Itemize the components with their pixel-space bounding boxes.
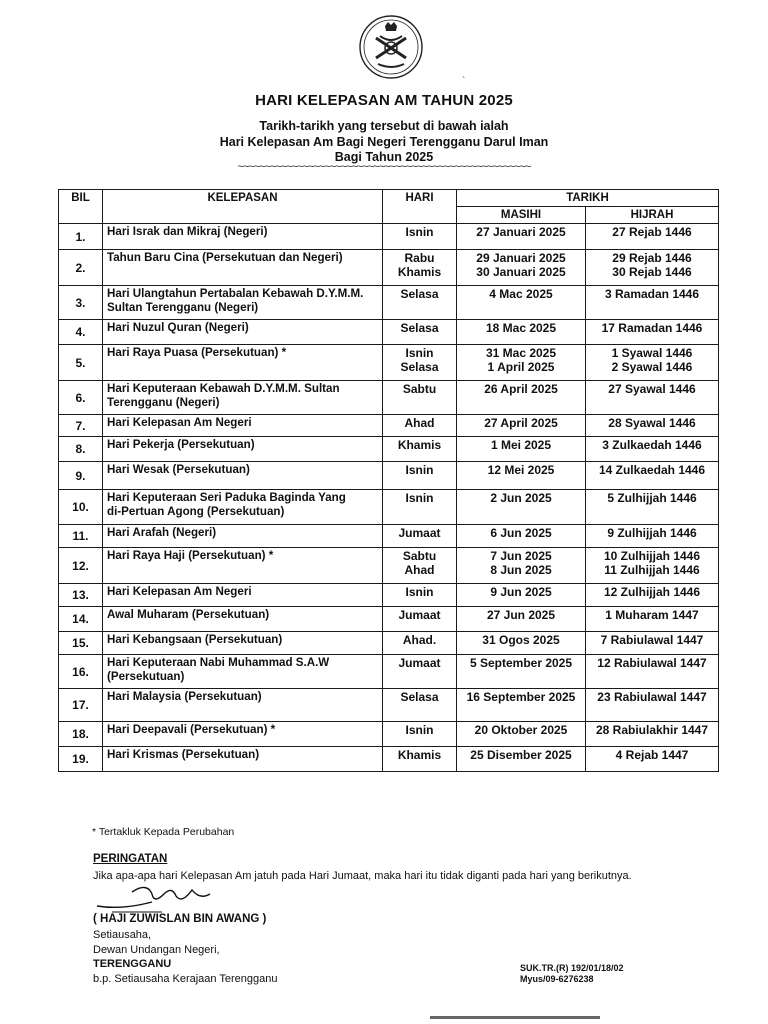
hijrah-date xyxy=(586,548,719,584)
holiday-day-line: Ahad. xyxy=(402,633,437,647)
holiday-name xyxy=(103,437,383,462)
holiday-day-line: Isnin xyxy=(405,225,434,239)
hijrah-date xyxy=(586,224,719,250)
row-number: 12. xyxy=(59,548,103,584)
holiday-name xyxy=(103,320,383,345)
table-row xyxy=(59,747,719,772)
holiday-name-line: Hari Keputeraan Nabi Muhammad S.A.W xyxy=(107,656,330,669)
hijrah-date xyxy=(586,689,719,722)
row-number: 9. xyxy=(59,462,103,490)
holiday-day-line: Khamis xyxy=(397,438,442,452)
holiday-day xyxy=(383,655,457,689)
masihi-date-line: 4 Mac 2025 xyxy=(489,287,553,301)
table-row xyxy=(59,437,719,462)
holiday-name xyxy=(103,250,383,286)
row-number: 2. xyxy=(59,250,103,286)
table-row xyxy=(59,224,719,250)
holiday-day-line: Ahad xyxy=(404,563,435,577)
masihi-date-line: 16 September 2025 xyxy=(466,690,576,704)
signatory-line-1: Setiausaha, xyxy=(93,929,152,941)
hijrah-date-line: 3 Ramadan 1446 xyxy=(604,287,700,301)
hijrah-date xyxy=(586,722,719,747)
table-row xyxy=(59,548,719,584)
masihi-date xyxy=(457,689,586,722)
holiday-day xyxy=(383,437,457,462)
row-number: 4. xyxy=(59,320,103,345)
hijrah-date-line: 27 Syawal 1446 xyxy=(608,382,696,396)
hijrah-date-line: 23 Rabiulawal 1447 xyxy=(597,690,707,704)
hijrah-date xyxy=(586,462,719,490)
table-row xyxy=(59,632,719,655)
hijrah-date-line: 7 Rabiulawal 1447 xyxy=(600,633,704,647)
hijrah-date-line: 14 Zulkaedah 1446 xyxy=(598,463,706,477)
masihi-date-line: 7 Jun 2025 xyxy=(490,549,552,563)
hijrah-date-line: 27 Rejab 1446 xyxy=(612,225,692,239)
table-row xyxy=(59,490,719,525)
hijrah-date-line: 5 Zulhijjah 1446 xyxy=(607,491,697,505)
table-row xyxy=(59,689,719,722)
hijrah-date xyxy=(586,584,719,607)
holiday-name-line: Hari Ulangtahun Pertabalan Kebawah D.Y.M.M. xyxy=(107,287,364,300)
masihi-date-line: 9 Jun 2025 xyxy=(490,585,552,599)
holiday-day xyxy=(383,584,457,607)
hijrah-date-line: 17 Ramadan 1446 xyxy=(601,321,703,335)
header-hari: HARI xyxy=(383,190,457,224)
hijrah-date-line: 2 Syawal 1446 xyxy=(611,360,693,374)
holiday-name xyxy=(103,381,383,415)
holiday-name-line: Hari Keputeraan Kebawah D.Y.M.M. Sultan xyxy=(107,382,340,395)
masihi-date-line: 12 Mei 2025 xyxy=(487,463,555,477)
masihi-date xyxy=(457,437,586,462)
holiday-name xyxy=(103,722,383,747)
holiday-day-line: Jumaat xyxy=(398,656,441,670)
holiday-day xyxy=(383,747,457,772)
masihi-date-line: 29 Januari 2025 xyxy=(476,251,566,265)
row-number: 5. xyxy=(59,345,103,381)
signatory-line-3: TERENGGANU xyxy=(93,958,172,970)
hijrah-date-line: 28 Syawal 1446 xyxy=(608,416,696,430)
holiday-name-line: Hari Kelepasan Am Negeri xyxy=(107,585,252,598)
hijrah-date-line: 30 Rejab 1446 xyxy=(612,265,692,279)
hijrah-date xyxy=(586,320,719,345)
peringatan-text: Jika apa-apa hari Kelepasan Am jatuh pada Hari Jumaat, maka hari itu tidak diganti pada hari yang berikutnya. xyxy=(93,870,632,882)
row-number: 13. xyxy=(59,584,103,607)
table-row xyxy=(59,320,719,345)
footnote: * Tertakluk Kepada Perubahan xyxy=(92,826,235,838)
holiday-table xyxy=(58,189,719,772)
holiday-name-line: Hari Raya Puasa (Persekutuan) * xyxy=(107,346,287,359)
holiday-name xyxy=(103,345,383,381)
holiday-day xyxy=(383,345,457,381)
masihi-date-line: 2 Jun 2025 xyxy=(490,491,552,505)
hijrah-date xyxy=(586,655,719,689)
holiday-day-line: Isnin xyxy=(405,463,434,477)
hijrah-date-line: 10 Zulhijjah 1446 xyxy=(603,549,701,563)
holiday-day-line: Ahad xyxy=(404,416,435,430)
holiday-name xyxy=(103,607,383,632)
hijrah-date xyxy=(586,345,719,381)
holiday-name xyxy=(103,415,383,437)
holiday-name xyxy=(103,632,383,655)
holiday-day xyxy=(383,320,457,345)
hijrah-date xyxy=(586,437,719,462)
masihi-date xyxy=(457,415,586,437)
masihi-date-line: 31 Mac 2025 xyxy=(485,346,557,360)
holiday-day-line: Selasa xyxy=(400,360,439,374)
hijrah-date-line: 29 Rejab 1446 xyxy=(612,251,692,265)
hijrah-date xyxy=(586,381,719,415)
masihi-date-line: 1 April 2025 xyxy=(487,360,555,374)
holiday-day-line: Selasa xyxy=(400,287,439,301)
holiday-day-line: Isnin xyxy=(405,585,434,599)
holiday-name-line: Hari Kebangsaan (Persekutuan) xyxy=(107,633,283,646)
holiday-day xyxy=(383,415,457,437)
holiday-name-line: Hari Keputeraan Seri Paduka Baginda Yang xyxy=(107,491,346,504)
holiday-day xyxy=(383,689,457,722)
masihi-date xyxy=(457,250,586,286)
masihi-date xyxy=(457,224,586,250)
row-number: 7. xyxy=(59,415,103,437)
masihi-date xyxy=(457,525,586,548)
holiday-day-line: Isnin xyxy=(405,346,434,360)
masihi-date xyxy=(457,548,586,584)
holiday-name-line: Hari Israk dan Mikraj (Negeri) xyxy=(107,225,268,238)
holiday-day-line: Sabtu xyxy=(402,382,437,396)
table-row xyxy=(59,286,719,320)
row-number: 1. xyxy=(59,224,103,250)
stray-mark: ` xyxy=(462,76,466,87)
holiday-day xyxy=(383,632,457,655)
masihi-date xyxy=(457,286,586,320)
masihi-date-line: 30 Januari 2025 xyxy=(476,265,566,279)
masihi-date-line: 27 Jun 2025 xyxy=(486,608,556,622)
holiday-name xyxy=(103,224,383,250)
table-row xyxy=(59,345,719,381)
holiday-day-line: Khamis xyxy=(397,748,442,762)
holiday-name-line: Hari Wesak (Persekutuan) xyxy=(107,463,250,476)
masihi-date xyxy=(457,462,586,490)
holiday-name-line: Hari Pekerja (Persekutuan) xyxy=(107,438,255,451)
holiday-name-line: di-Pertuan Agong (Persekutuan) xyxy=(107,505,285,518)
holiday-day-line: Isnin xyxy=(405,723,434,737)
hijrah-date xyxy=(586,286,719,320)
masihi-date-line: 27 Januari 2025 xyxy=(476,225,566,239)
header-bil: BIL xyxy=(59,190,103,224)
masihi-date xyxy=(457,584,586,607)
table-row xyxy=(59,722,719,747)
holiday-name-line: Tahun Baru Cina (Persekutuan dan Negeri) xyxy=(107,251,343,264)
masihi-date xyxy=(457,345,586,381)
holiday-name xyxy=(103,689,383,722)
holiday-day xyxy=(383,525,457,548)
table-row xyxy=(59,584,719,607)
header-hijrah: HIJRAH xyxy=(586,207,719,224)
hijrah-date-line: 12 Rabiulawal 1447 xyxy=(597,656,707,670)
table-row xyxy=(59,525,719,548)
subtitle-line-3: Bagi Tahun 2025 xyxy=(334,150,434,164)
hijrah-date-line: 1 Syawal 1446 xyxy=(611,346,693,360)
hijrah-date xyxy=(586,607,719,632)
holiday-day xyxy=(383,462,457,490)
holiday-name xyxy=(103,548,383,584)
state-crest-icon xyxy=(358,14,424,80)
holiday-day-line: Sabtu xyxy=(402,549,437,563)
masihi-date-line: 6 Jun 2025 xyxy=(490,526,552,540)
masihi-date xyxy=(457,320,586,345)
holiday-name-line: Hari Malaysia (Persekutuan) xyxy=(107,690,262,703)
row-number: 10. xyxy=(59,490,103,525)
holiday-name-line: Hari Raya Haji (Persekutuan) * xyxy=(107,549,274,562)
table-row xyxy=(59,250,719,286)
holiday-name-line: Sultan Terengganu (Negeri) xyxy=(107,301,259,314)
row-number: 19. xyxy=(59,747,103,772)
holiday-name-line: Hari Krismas (Persekutuan) xyxy=(107,748,260,761)
holiday-day xyxy=(383,722,457,747)
holiday-day xyxy=(383,250,457,286)
peringatan-heading: PERINGATAN xyxy=(93,853,168,865)
table-row xyxy=(59,607,719,632)
holiday-name xyxy=(103,584,383,607)
holiday-day xyxy=(383,607,457,632)
hijrah-date xyxy=(586,490,719,525)
holiday-day-line: Selasa xyxy=(400,690,439,704)
hijrah-date xyxy=(586,632,719,655)
row-number: 3. xyxy=(59,286,103,320)
row-number: 16. xyxy=(59,655,103,689)
holiday-name xyxy=(103,747,383,772)
signatory-name: ( HAJI ZUWISLAN BIN AWANG ) xyxy=(93,913,267,925)
holiday-day-line: Isnin xyxy=(405,491,434,505)
holiday-name-line: Hari Nuzul Quran (Negeri) xyxy=(107,321,249,334)
header-kelepasan: KELEPASAN xyxy=(103,190,383,224)
holiday-day-line: Rabu xyxy=(404,251,435,265)
bottom-rule xyxy=(430,1016,600,1019)
holiday-day xyxy=(383,381,457,415)
hijrah-date-line: 28 Rabiulakhir 1447 xyxy=(595,723,709,737)
signature-icon xyxy=(92,880,222,916)
header-masihi: MASIHI xyxy=(457,207,586,224)
masihi-date xyxy=(457,607,586,632)
holiday-day-line: Khamis xyxy=(397,265,442,279)
hijrah-date xyxy=(586,250,719,286)
holiday-day xyxy=(383,224,457,250)
hijrah-date xyxy=(586,747,719,772)
holiday-name xyxy=(103,655,383,689)
reference-contact: Myus/09-6276238 xyxy=(520,974,594,984)
hijrah-date-line: 11 Zulhijjah 1446 xyxy=(604,563,700,577)
masihi-date xyxy=(457,747,586,772)
holiday-name-line: Awal Muharam (Persekutuan) xyxy=(107,608,270,621)
row-number: 18. xyxy=(59,722,103,747)
row-number: 14. xyxy=(59,607,103,632)
masihi-date xyxy=(457,655,586,689)
masihi-date xyxy=(457,722,586,747)
row-number: 17. xyxy=(59,689,103,722)
title-divider: ~~~~~~~~~~~~~~~~~~~~~~~~~~~~~~~~~~~~~~~~~~~~~~~~~~~~~~ xyxy=(237,161,531,173)
masihi-date-line: 31 Ogos 2025 xyxy=(482,633,560,647)
signatory-line-2: Dewan Undangan Negeri, xyxy=(93,944,220,956)
reference-number: SUK.TR.(R) 192/01/18/02 xyxy=(520,963,624,973)
masihi-date-line: 20 Oktober 2025 xyxy=(474,723,568,737)
hijrah-date-line: 9 Zulhijjah 1446 xyxy=(607,526,697,540)
masihi-date-line: 18 Mac 2025 xyxy=(485,321,557,335)
holiday-day xyxy=(383,286,457,320)
holiday-name xyxy=(103,286,383,320)
holiday-name-line: (Persekutuan) xyxy=(107,670,185,683)
hijrah-date-line: 12 Zulhijjah 1446 xyxy=(603,585,701,599)
holiday-name-line: Hari Arafah (Negeri) xyxy=(107,526,217,539)
holiday-name xyxy=(103,525,383,548)
masihi-date-line: 5 September 2025 xyxy=(469,656,573,670)
masihi-date xyxy=(457,632,586,655)
row-number: 8. xyxy=(59,437,103,462)
holiday-name xyxy=(103,462,383,490)
holiday-name xyxy=(103,490,383,525)
row-number: 6. xyxy=(59,381,103,415)
holiday-day xyxy=(383,548,457,584)
header-tarikh: TARIKH xyxy=(457,190,719,207)
holiday-name-line: Hari Deepavali (Persekutuan) * xyxy=(107,723,276,736)
hijrah-date xyxy=(586,415,719,437)
holiday-name-line: Hari Kelepasan Am Negeri xyxy=(107,416,252,429)
table-row xyxy=(59,462,719,490)
table-row xyxy=(59,415,719,437)
holiday-day-line: Jumaat xyxy=(398,526,441,540)
masihi-date-line: 25 Disember 2025 xyxy=(470,748,572,762)
hijrah-date xyxy=(586,525,719,548)
table-row xyxy=(59,655,719,689)
subtitle-line-1: Tarikh-tarikh yang tersebut di bawah ialah xyxy=(259,119,509,133)
hijrah-date-line: 1 Muharam 1447 xyxy=(605,608,699,622)
document-title: HARI KELEPASAN AM TAHUN 2025 xyxy=(255,92,513,109)
masihi-date-line: 8 Jun 2025 xyxy=(490,563,552,577)
row-number: 15. xyxy=(59,632,103,655)
hijrah-date-line: 3 Zulkaedah 1446 xyxy=(602,438,702,452)
masihi-date-line: 1 Mei 2025 xyxy=(490,438,552,452)
hijrah-date-line: 4 Rejab 1447 xyxy=(615,748,689,762)
holiday-day-line: Jumaat xyxy=(398,608,441,622)
masihi-date-line: 27 April 2025 xyxy=(484,416,558,430)
table-row xyxy=(59,381,719,415)
holiday-day xyxy=(383,490,457,525)
signatory-line-4: b.p. Setiausaha Kerajaan Terengganu xyxy=(93,973,278,985)
holiday-name-line: Terengganu (Negeri) xyxy=(107,396,220,409)
subtitle-line-2: Hari Kelepasan Am Bagi Negeri Terengganu Darul Iman xyxy=(219,135,549,149)
masihi-date xyxy=(457,490,586,525)
row-number: 11. xyxy=(59,525,103,548)
masihi-date xyxy=(457,381,586,415)
holiday-day-line: Selasa xyxy=(400,321,439,335)
masihi-date-line: 26 April 2025 xyxy=(484,382,558,396)
